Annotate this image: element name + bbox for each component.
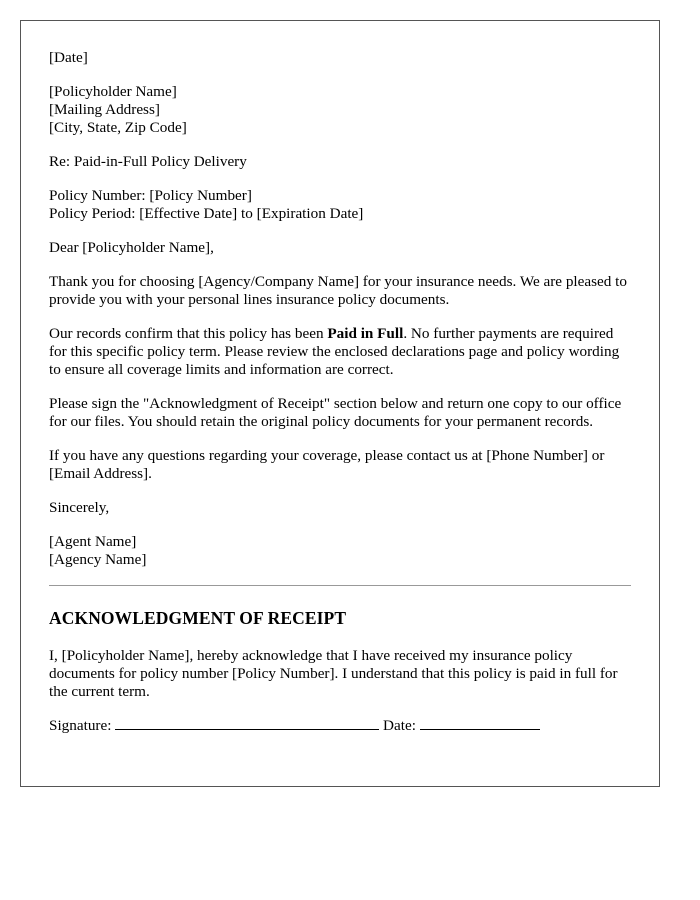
signature-date-row: [49, 717, 631, 735]
signature-block: [49, 533, 631, 569]
subject-line: Re: Paid-in-Full Policy Delivery: [49, 153, 247, 170]
paragraph-text: Our records confirm that this policy has been: [49, 325, 328, 342]
closing-block: [49, 499, 631, 517]
closing: Sincerely,: [49, 499, 110, 516]
acknowledgment-text: I, [Policyholder Name], hereby acknowledge that I have received my insurance policy documents for policy number [Policy Number]. I understand that this policy is paid in full for the current term.: [49, 647, 618, 700]
acknowledgment-title: ACKNOWLEDGMENT OF RECEIPT: [49, 608, 347, 628]
recipient-address: [Mailing Address]: [49, 101, 160, 118]
paragraph-text: . No further payments are required for this specific policy term. Please review the enclosed declarations page and policy wording to ensure all coverage limits and information are correct.: [49, 325, 620, 378]
date-label: Date:: [383, 717, 416, 734]
body-paragraph-sign-return: Please sign the "Acknowledgment of Receipt" section below and return one copy to our office for our files. You should retain the original policy documents for your permanent records.: [49, 395, 622, 430]
date-block: [49, 49, 631, 67]
recipient-name: [Policyholder Name]: [49, 83, 177, 100]
salutation: Dear [Policyholder Name],: [49, 239, 214, 256]
body-paragraph-paid-in-full: [49, 325, 631, 379]
recipient-city-state-zip: [City, State, Zip Code]: [49, 119, 187, 136]
agent-name: [Agent Name]: [49, 533, 137, 550]
body-paragraph-contact: If you have any questions regarding your coverage, please contact us at [Phone Number] or [Email Address].: [49, 447, 605, 482]
recipient-block: [49, 83, 631, 137]
salutation-block: [49, 239, 631, 257]
date-line[interactable]: [420, 717, 540, 730]
policy-info-block: [49, 187, 631, 223]
section-divider: [49, 585, 631, 586]
paid-in-full-emphasis: Paid in Full: [327, 325, 404, 342]
policy-period-line: Policy Period: [Effective Date] to [Expiration Date]: [49, 205, 364, 222]
letter-page: [20, 20, 660, 787]
agency-name: [Agency Name]: [49, 551, 147, 568]
subject-block: [49, 153, 631, 171]
signature-label: Signature:: [49, 717, 112, 734]
signature-line[interactable]: [115, 717, 379, 730]
policy-number-line: Policy Number: [Policy Number]: [49, 187, 252, 204]
letter-date: [Date]: [49, 49, 88, 66]
body-paragraph-thanks: Thank you for choosing [Agency/Company Name] for your insurance needs. We are pleased to provide you with your personal lines insurance policy documents.: [49, 273, 627, 308]
